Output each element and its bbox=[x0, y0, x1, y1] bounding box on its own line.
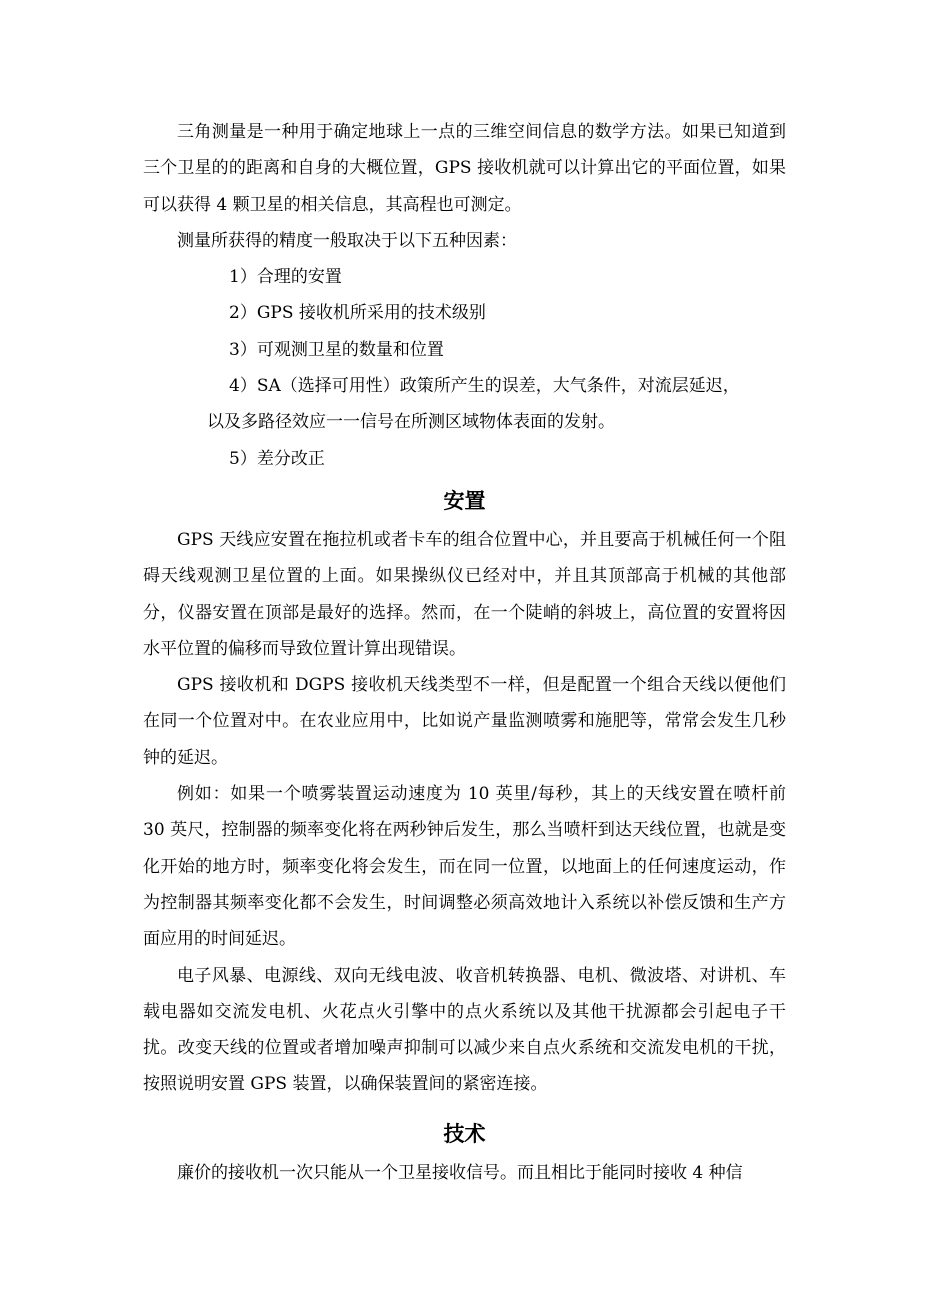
factor-item-2: 2）GPS 接收机所采用的技术级别 bbox=[229, 303, 486, 324]
placement-paragraph: 电子风暴、电源线、双向无线电波、收音机转换器、电机、微波塔、对讲机、车载电器如交流发电机、火花点火引擎中的点火系统以及其他干扰源都会引起电子干扰。改变天线的位置或者增加噪声抑制可以减少来自点火系统和交流发电机的干扰，按照说明安置 GPS 装置，以确保装置间的紧密连接。 bbox=[143, 965, 786, 1095]
intro-paragraph: 三角测量是一种用于确定地球上一点的三维空间信息的数学方法。如果已知道到三个卫星的的距离和自身的大概位置，GPS 接收机就可以计算出它的平面位置，如果可以获得 4 颗卫星的相关信息，其高程也可测定。 bbox=[143, 122, 786, 215]
intro-block bbox=[143, 114, 786, 477]
placement-paragraph: GPS 天线应安置在拖拉机或者卡车的组合位置中心，并且要高于机械任何一个阻碍天线观测卫星位置的上面。如果操纵仪已经对中，并且其顶部高于机械的其他部分，仪器安置在顶部是最好的选择。然而，在一个陡峭的斜坡上，高位置的安置将因水平位置的偏移而导致位置计算出现错误。 bbox=[143, 530, 786, 659]
section-heading-placement: 安置 bbox=[443, 489, 486, 513]
factor-item-4: 4）SA（选择可用性）政策所产生的误差，大气条件，对流层延迟， bbox=[229, 376, 740, 397]
placement-paragraph: GPS 接收机和 DGPS 接收机天线类型不一样，但是配置一个组合天线以便他们在同一个位置对中。在农业应用中，比如说产量监测喷雾和施肥等，常常会发生几秒钟的延迟。 bbox=[143, 675, 786, 768]
placement-section-body bbox=[143, 522, 786, 1103]
factor-item-4-continuation: 以及多路径效应一一信号在所测区域物体表面的发射。 bbox=[207, 412, 615, 433]
intro-paragraph: 测量所获得的精度一般取决于以下五种因素： bbox=[177, 230, 517, 251]
placement-paragraph: 例如：如果一个喷雾装置运动速度为 10 英里/每秒，其上的天线安置在喷杆前 30 英尺，控制器的频率变化将在两秒钟后发生，那么当喷杆到达天线位置，也就是变化开始的地方时，频率变化将会发生，而在同一位置，以地面上的任何速度运动，作为控制器其频率变化都不会发生，时间调整必须高效地计入系统以补偿反馈和生产方面应用的时间延迟。 bbox=[143, 784, 786, 950]
technology-paragraph: 廉价的接收机一次只能从一个卫星接收信号。而且相比于能同时接收 4 种信 bbox=[177, 1163, 743, 1183]
factor-item-5: 5）差分改正 bbox=[229, 448, 325, 469]
section-heading-technology: 技术 bbox=[443, 1122, 486, 1146]
technology-section-body bbox=[143, 1155, 786, 1191]
factor-item-1: 1）合理的安置 bbox=[229, 267, 342, 288]
factor-item-3: 3）可观测卫星的数量和位置 bbox=[229, 339, 444, 360]
